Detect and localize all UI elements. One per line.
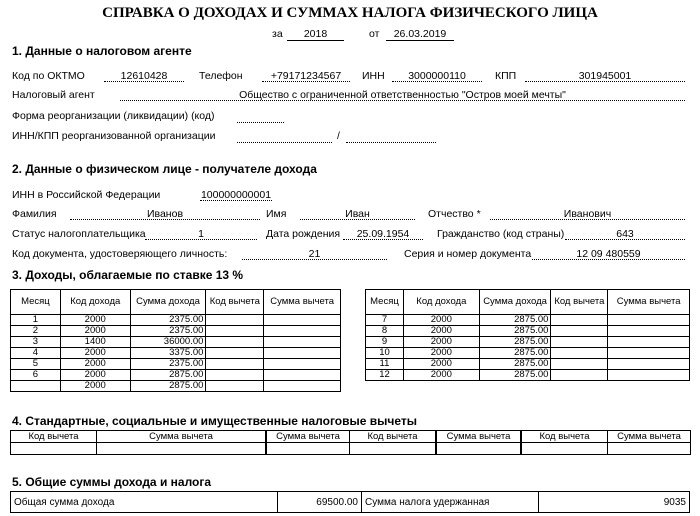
status-value: 1 — [198, 228, 204, 240]
deduction-table-3 — [436, 430, 521, 455]
agent-inn-label: ИНН — [362, 70, 385, 82]
table-row — [11, 315, 341, 326]
month-cell: 5 — [11, 359, 61, 370]
deduction-sum-cell — [264, 337, 341, 348]
month-cell: 1 — [11, 315, 61, 326]
deduction-sum-cell — [264, 381, 341, 392]
phone-value: +79171234567 — [270, 70, 342, 82]
table-row — [366, 326, 690, 337]
col-month: Месяц — [366, 290, 404, 315]
deduction-sum-cell — [264, 348, 341, 359]
deduction-code-cell — [206, 359, 264, 370]
patronymic-value: Иванович — [563, 208, 612, 220]
deduction-sum-header: Сумма вычета — [437, 431, 521, 443]
income-code-cell: 2000 — [403, 359, 479, 370]
tax-withheld-label: Сумма налога удержанная — [362, 492, 539, 513]
deduction-sum-cell — [608, 370, 690, 381]
table-row — [366, 359, 690, 370]
section-3-heading: 3. Доходы, облагаемые по ставке 13 % — [12, 268, 244, 282]
section-2-heading: 2. Данные о физическом лице - получателе дохода — [12, 162, 317, 176]
deduction-code-cell — [551, 370, 608, 381]
deduction-code-cell — [551, 326, 608, 337]
person-inn-value: 100000000001 — [200, 189, 272, 201]
deduction-code-cell — [551, 315, 608, 326]
oktmo-value: 12610428 — [120, 70, 168, 82]
deduction-sum-header: Сумма вычета — [267, 431, 350, 443]
kpp-label: КПП — [495, 70, 517, 82]
table-row — [366, 370, 690, 381]
doc-series-label: Серия и номер документа — [404, 248, 532, 260]
table-row — [366, 337, 690, 348]
col-deduction-code: Код вычета — [206, 290, 264, 315]
surname-label: Фамилия — [12, 208, 57, 220]
deduction-sum-cell — [608, 348, 690, 359]
deduction-code-header: Код вычета — [522, 431, 608, 443]
month-cell: 2 — [11, 326, 61, 337]
table-row — [11, 359, 341, 370]
citizenship-label: Гражданство (код страны) — [437, 228, 565, 240]
tax-withheld-value: 9035 — [539, 492, 690, 513]
deduction-code-cell — [206, 315, 264, 326]
income-sum-cell: 2875.00 — [479, 315, 551, 326]
deduction-code-cell — [206, 381, 264, 392]
reorg-form-label: Форма реорганизации (ликвидации) (код) — [12, 110, 215, 122]
deduction-table-4 — [521, 430, 691, 455]
table-row — [11, 337, 341, 348]
income-table-left — [10, 289, 341, 392]
surname-value: Иванов — [146, 208, 184, 220]
income-sum-cell: 2875.00 — [479, 337, 551, 348]
reorg-slash: / — [337, 130, 340, 142]
income-code-cell: 2000 — [60, 326, 130, 337]
table-row — [11, 370, 341, 381]
deduction-code-cell — [206, 337, 264, 348]
patronymic-label: Отчество * — [428, 208, 481, 220]
table-row — [366, 348, 690, 359]
birth-value: 25.09.1954 — [356, 228, 410, 240]
phone-label: Телефон — [199, 70, 243, 82]
period-date: 26.03.2019 — [393, 28, 447, 40]
agent-label: Налоговый агент — [12, 89, 95, 101]
table-row — [11, 348, 341, 359]
agent-inn-value: 3000000110 — [408, 70, 466, 82]
income-sum-cell: 2875.00 — [130, 381, 206, 392]
doc-series-value: 12 09 480559 — [576, 248, 641, 260]
month-cell: 3 — [11, 337, 61, 348]
month-cell: 10 — [366, 348, 404, 359]
reorg-inn-label: ИНН/КПП реорганизованной организации — [12, 130, 216, 142]
deduction-sum-header: Сумма вычета — [97, 431, 266, 443]
doc-code-value: 21 — [308, 248, 321, 260]
period-year: 2018 — [303, 28, 328, 40]
income-code-cell: 2000 — [403, 337, 479, 348]
income-sum-cell: 3375.00 — [130, 348, 206, 359]
income-sum-cell: 36000.00 — [130, 337, 206, 348]
income-sum-cell: 2375.00 — [130, 359, 206, 370]
income-code-cell: 2000 — [403, 326, 479, 337]
doc-code-label: Код документа, удостоверяющего личность: — [12, 248, 228, 260]
month-cell — [11, 381, 61, 392]
section-5-heading: 5. Общие суммы дохода и налога — [12, 475, 212, 489]
income-code-cell: 2000 — [60, 348, 130, 359]
deduction-sum-cell — [264, 315, 341, 326]
month-cell: 11 — [366, 359, 404, 370]
col-income-sum: Сумма дохода — [479, 290, 551, 315]
table-row — [11, 381, 341, 392]
citizenship-value: 643 — [616, 228, 634, 240]
deduction-sum-cell — [264, 359, 341, 370]
income-sum-cell: 2875.00 — [130, 370, 206, 381]
deduction-table-1 — [10, 430, 266, 455]
section-1-heading: 1. Данные о налоговом агенте — [12, 44, 192, 58]
col-income-code: Код дохода — [60, 290, 130, 315]
kpp-value: 301945001 — [578, 70, 632, 82]
deduction-sum-cell — [608, 337, 690, 348]
deduction-sum-cell — [608, 315, 690, 326]
deduction-sum-cell — [608, 359, 690, 370]
income-sum-cell: 2875.00 — [479, 348, 551, 359]
deduction-sum-cell — [608, 326, 690, 337]
deduction-code-cell — [206, 326, 264, 337]
income-sum-cell: 2375.00 — [130, 315, 206, 326]
deduction-sum-cell — [264, 326, 341, 337]
name-value: Иван — [345, 208, 370, 220]
deduction-code-header: Код вычета — [350, 431, 436, 443]
deduction-sum-cell — [264, 370, 341, 381]
table-row — [11, 326, 341, 337]
income-sum-cell: 2875.00 — [479, 359, 551, 370]
deduction-code-cell — [551, 337, 608, 348]
col-deduction-sum: Сумма вычета — [608, 290, 690, 315]
deduction-code-cell — [206, 370, 264, 381]
income-code-cell: 2000 — [403, 370, 479, 381]
income-code-cell: 2000 — [60, 315, 130, 326]
income-code-cell: 2000 — [403, 315, 479, 326]
birth-label: Дата рождения — [266, 228, 341, 240]
income-table-right — [365, 289, 690, 381]
income-code-cell: 2000 — [60, 359, 130, 370]
deduction-code-cell — [551, 348, 608, 359]
page-title: СПРАВКА О ДОХОДАХ И СУММАХ НАЛОГА ФИЗИЧЕСКОГО ЛИЦА — [102, 5, 598, 21]
income-code-cell: 2000 — [403, 348, 479, 359]
month-cell: 6 — [11, 370, 61, 381]
table-row — [366, 315, 690, 326]
income-code-cell: 2000 — [60, 381, 130, 392]
col-deduction-code: Код вычета — [551, 290, 608, 315]
month-cell: 8 — [366, 326, 404, 337]
col-deduction-sum: Сумма вычета — [264, 290, 341, 315]
income-sum-cell: 2375.00 — [130, 326, 206, 337]
name-label: Имя — [266, 208, 287, 220]
month-cell: 9 — [366, 337, 404, 348]
income-sum-cell: 2875.00 — [479, 326, 551, 337]
deduction-sum-header: Сумма вычета — [608, 431, 691, 443]
deduction-code-cell — [551, 359, 608, 370]
month-cell: 12 — [366, 370, 404, 381]
income-code-cell: 2000 — [60, 370, 130, 381]
month-cell: 7 — [366, 315, 404, 326]
agent-value: Общество с ограниченной ответственностью "Остров моей мечты" — [239, 89, 566, 101]
income-code-cell: 1400 — [60, 337, 130, 348]
col-month: Месяц — [11, 290, 61, 315]
deduction-table-2 — [266, 430, 436, 455]
deduction-code-cell — [206, 348, 264, 359]
status-label: Статус налогоплательщика — [12, 228, 146, 240]
month-cell: 4 — [11, 348, 61, 359]
oktmo-label: Код по ОКТМО — [12, 70, 85, 82]
period-za-label: за — [272, 28, 283, 40]
person-inn-label: ИНН в Российской Федерации — [12, 189, 161, 201]
section-4-heading: 4. Стандартные, социальные и имущественные налоговые вычеты — [12, 414, 417, 428]
col-income-sum: Сумма дохода — [130, 290, 206, 315]
col-income-code: Код дохода — [403, 290, 479, 315]
income-sum-cell: 2875.00 — [479, 370, 551, 381]
total-income-label: Общая сумма дохода — [11, 492, 278, 513]
deduction-code-header: Код вычета — [11, 431, 97, 443]
total-income-value: 69500.00 — [278, 492, 362, 513]
period-ot-label: от — [369, 28, 380, 40]
totals-table — [10, 491, 690, 513]
